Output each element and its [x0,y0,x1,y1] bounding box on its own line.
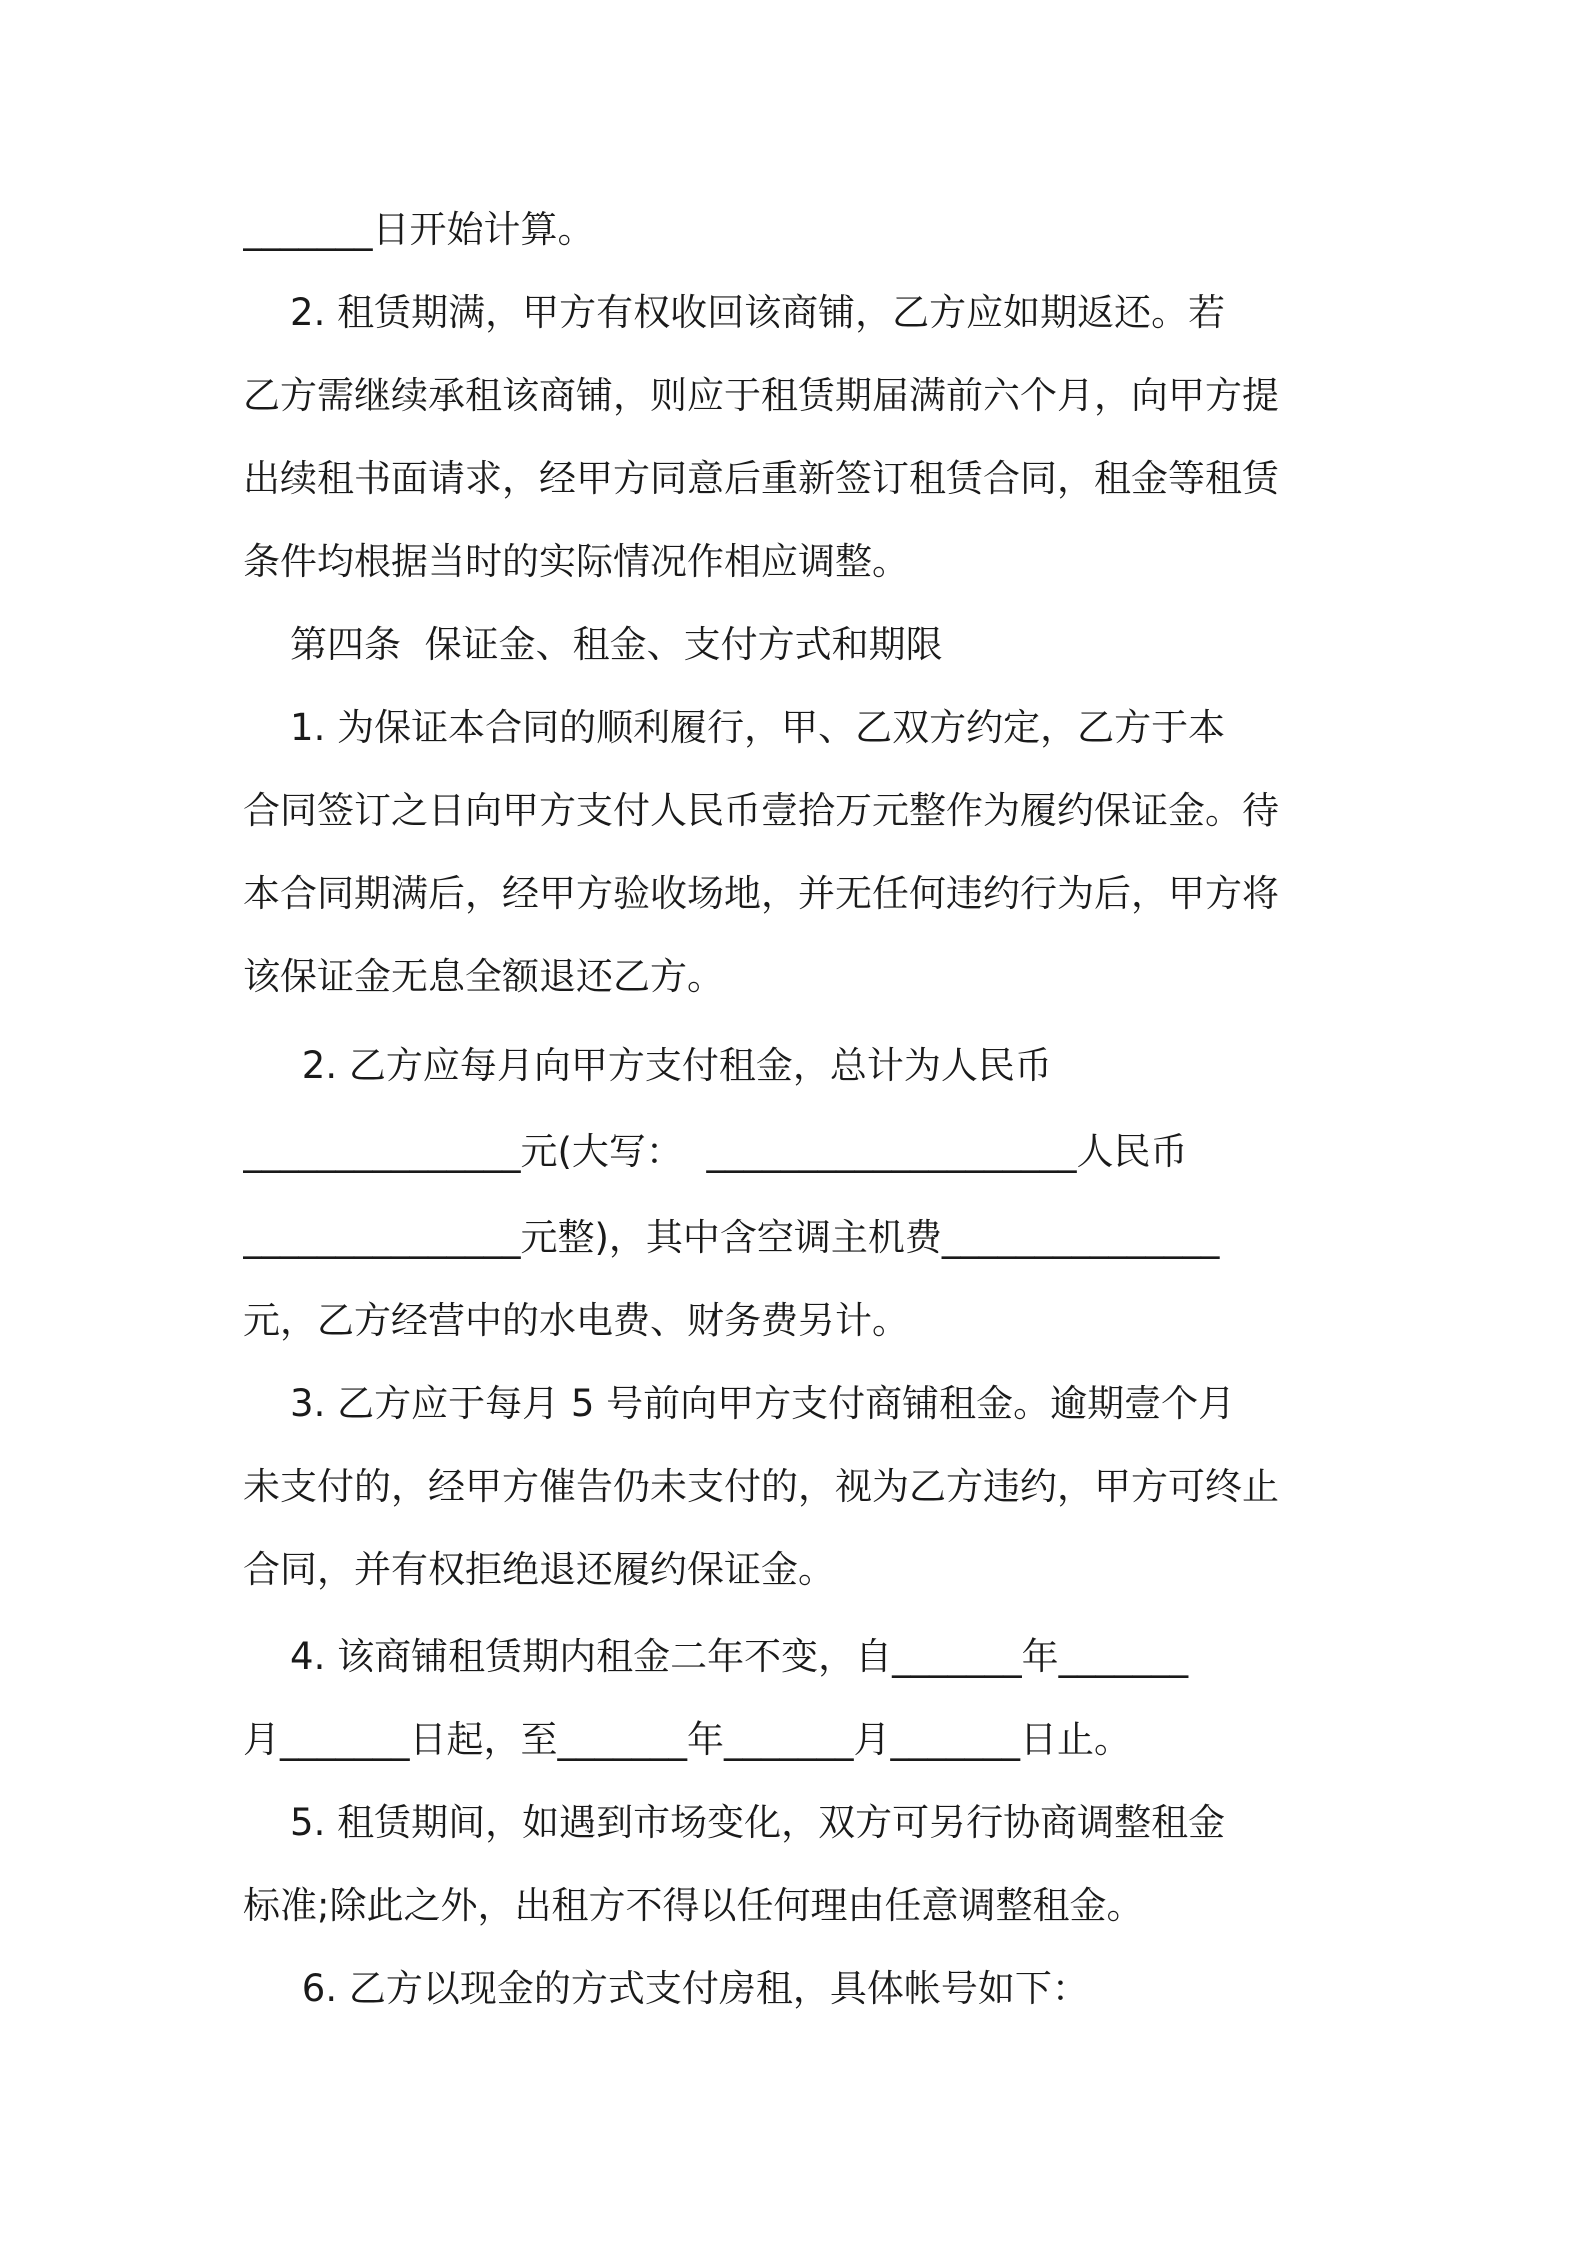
text-line: 月_______日起，至_______年_______月_______日止。 [243,1718,1131,1761]
text-line: 元，乙方经营中的水电费、财务费另计。 [243,1299,909,1342]
section-heading: 第四条 保证金、租金、支付方式和期限 [243,623,943,666]
text-line: 4. 该商铺租赁期内租金二年不变，自_______年_______ [243,1635,1189,1678]
text-line: _______________元(大写： ____________________人民币 [243,1130,1188,1173]
text-line: 未支付的，经甲方催告仍未支付的，视为乙方违约，甲方可终止 [243,1465,1279,1508]
text-line: 2. 乙方应每月向甲方支付租金，总计为人民币 [243,1044,1052,1087]
text-line: 出续租书面请求，经甲方同意后重新签订租赁合同，租金等租赁 [243,457,1279,500]
text-line: 合同，并有权拒绝退还履约保证金。 [243,1548,835,1591]
text-line: _______日开始计算。 [243,208,595,251]
text-line: _______________元整)，其中含空调主机费_______________ [243,1216,1220,1259]
text-line: 6. 乙方以现金的方式支付房租，具体帐号如下： [243,1967,1089,2010]
text-line: 标准;除此之外，出租方不得以任何理由任意调整租金。 [243,1884,1144,1927]
text-line: 乙方需继续承租该商铺，则应于租赁期届满前六个月，向甲方提 [243,374,1279,417]
text-line: 5. 租赁期间，如遇到市场变化，双方可另行协商调整租金 [243,1801,1226,1844]
text-line: 2. 租赁期满，甲方有权收回该商铺，乙方应如期返还。若 [243,291,1226,334]
text-line: 该保证金无息全额退还乙方。 [243,955,724,998]
text-line: 条件均根据当时的实际情况作相应调整。 [243,540,909,583]
text-line: 1. 为保证本合同的顺利履行，甲、乙双方约定，乙方于本 [243,706,1226,749]
text-line: 合同签订之日向甲方支付人民币壹拾万元整作为履约保证金。待 [243,789,1279,832]
text-line: 本合同期满后，经甲方验收场地，并无任何违约行为后，甲方将 [243,872,1279,915]
text-line: 3. 乙方应于每月 5 号前向甲方支付商铺租金。逾期壹个月 [243,1382,1236,1425]
